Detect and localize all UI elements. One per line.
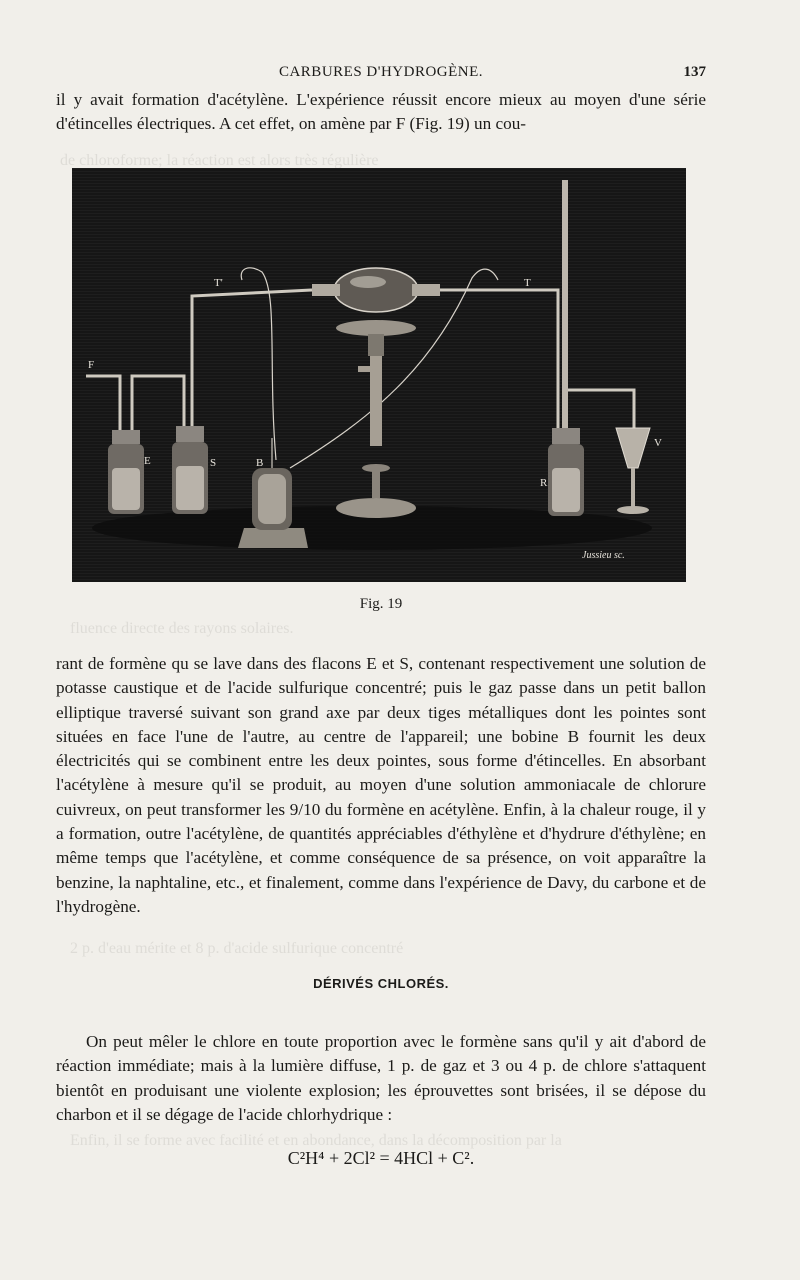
paragraph-text: il y avait formation d'acétylène. L'expérience réussit encore mieux au moyen d'une série d'étincelles électriques. A cet effet, on amène par F (Fig. 19) un cou- [56,90,706,134]
engraver-signature: Jussieu sc. [582,550,625,561]
apparatus-illustration [72,168,686,582]
label-t: T [524,277,531,289]
paragraph-text: On peut mêler le chlore en toute proportion avec le formène sans qu'il y ait d'abord de réaction immédiate; mais à la lumière diffuse, 1 p. de gaz et 3 ou 4 p. de chlore s'attaquent bientôt en produisant une violente explosion; les éprouvettes sont brisées, il se dépose du charbon et il se dégage de l'acide chlorhydrique : [56,1032,706,1124]
label-t-prime: T' [214,277,223,289]
running-head [56,64,706,86]
paragraph-text: rant de formène qu se lave dans des flacons E et S, contenant respectivement une solution de potasse caustique et de l'acide sulfurique concentré; puis le gaz passe dans un petit ballon elliptique traversé suivant son grand axe par deux tiges métalliques dont les pointes sont situées en face l'une de l'autre, au centre de l'appareil; une bobine B fournit les deux électricités qui se combinent entre les deux pointes, sous forme d'étincelles. En absorbant l'acétylène à mesure qu'il se produit, au moyen d'une solution ammoniacale de chlorure cuivreux, on peut transformer les 9/10 du formène en acétylène. Enfin, à la chaleur rouge, il y a formation, outre l'acétylène, de quantités appréciables d'éthylène et d'hydrure d'éthylène; en même temps que l'acétylène, et comme conséquence de sa présence, on voit apparaître la benzine, la naphtaline, etc., et finalement, comme dans l'expérience de Davy, du carbone et de l'hydrogène. [56,654,706,916]
label-b: B [256,457,264,469]
figure-caption: Fig. 19 [359,596,403,612]
running-title: CARBURES D'HYDROGÈNE. [278,64,484,80]
label-s: S [210,457,217,469]
paragraph-intro [56,88,706,137]
vertical-tube [562,180,568,430]
wash-flask-e [108,430,144,514]
figure-engraving [72,168,686,582]
bleed-through-text: 2 p. d'eau mérite et 8 p. d'acide sulfurique concentré [70,940,404,957]
label-f: F [88,359,95,371]
absorption-flask-r [548,428,584,516]
bleed-through-text: de chloroforme; la réaction est alors très régulière [60,152,379,169]
paragraph-chlorine [56,1030,706,1127]
wash-flask-s [172,426,208,514]
label-r: R [540,477,548,489]
bleed-through-text: Enfin, il se forme avec facilité et en abondance, dans la décomposition par la [70,1132,562,1149]
label-v: V [654,437,662,449]
bleed-through-text: fluence directe des rayons solaires. [70,620,294,637]
paragraph-apparatus [56,652,706,919]
label-e: E [144,455,151,467]
section-heading: DÉRIVÉS CHLORÉS. [313,976,449,991]
page-number: 137 [683,64,706,80]
chemical-equation: C²H⁴ + 2Cl² = 4HCl + C². [287,1148,475,1168]
